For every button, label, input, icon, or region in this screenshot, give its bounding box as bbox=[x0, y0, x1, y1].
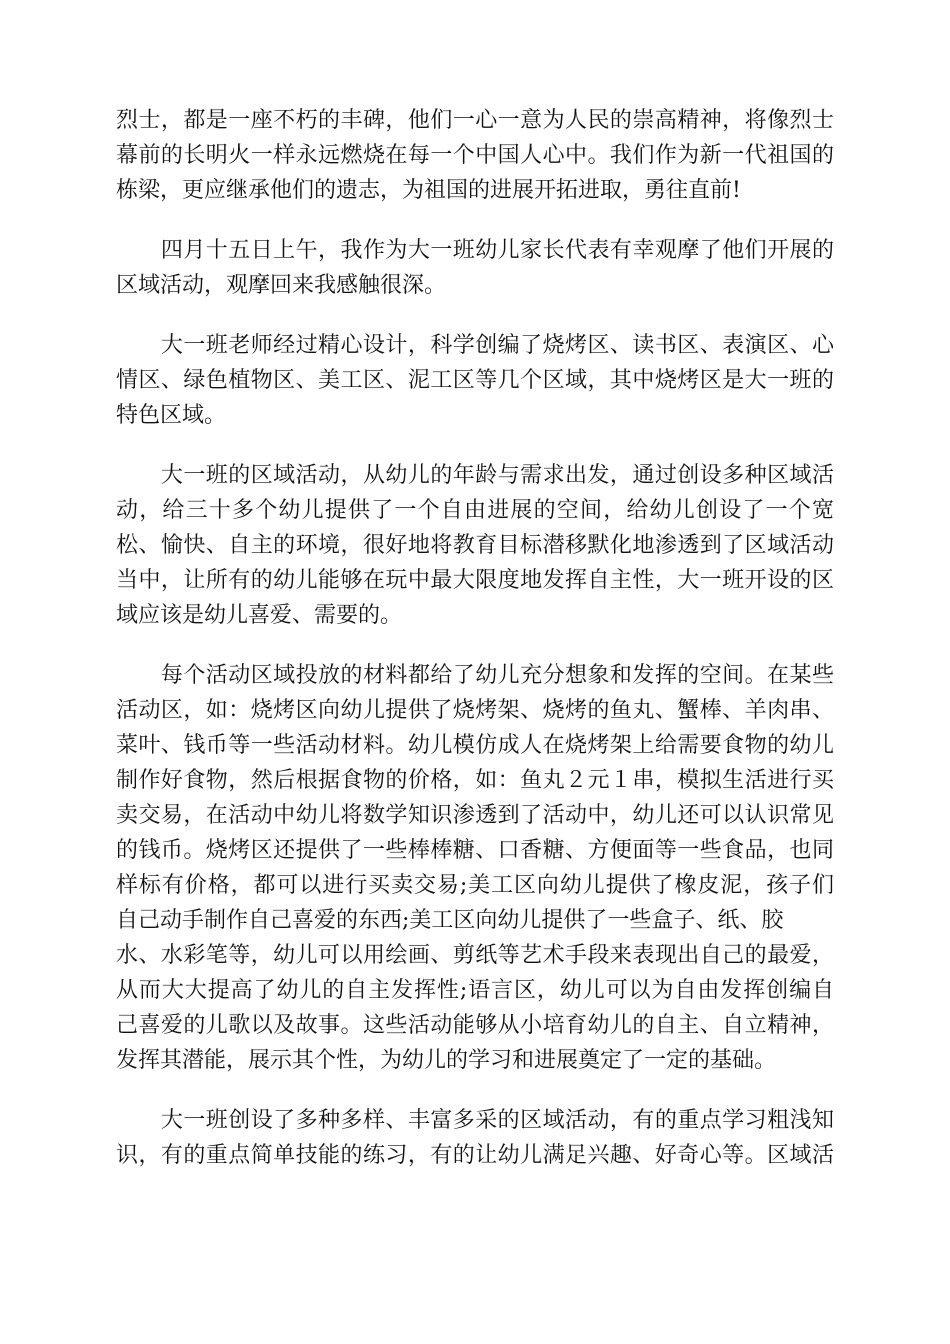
text-line: 大一班老师经过精心设计，科学创编了烧烤区、读书区、表演区、心 bbox=[116, 333, 834, 358]
text-line: 大一班的区域活动，从幼儿的年龄与需求出发，通过创设多种区域活 bbox=[116, 463, 834, 488]
paragraph-areas bbox=[116, 328, 834, 433]
text-line: 样标有价格，都可以进行买卖交易;美工区向幼儿提供了橡皮泥，孩子们 bbox=[116, 873, 834, 898]
text-line: 区域活动，观摩回来我感触很深。 bbox=[116, 273, 447, 298]
text-line: 域应该是幼儿喜爱、需要的。 bbox=[116, 603, 403, 628]
text-line: 卖交易，在活动中幼儿将数学知识渗透到了活动中，幼儿还可以认识常见 bbox=[116, 803, 834, 828]
paragraph-observation bbox=[116, 233, 834, 303]
paragraph-martyrs bbox=[116, 103, 834, 208]
paragraph-materials bbox=[116, 658, 834, 1078]
text-line: 活动区，如：烧烤区向幼儿提供了烧烤架、烧烤的鱼丸、蟹棒、羊肉串、 bbox=[116, 698, 834, 723]
paragraph-activities bbox=[116, 458, 834, 633]
text-line: 松、愉快、自主的环境，很好地将教育目标潜移默化地渗透到了区域活动 bbox=[116, 533, 834, 558]
text-line: 识，有的重点简单技能的练习，有的让幼儿满足兴趣、好奇心等。区域活 bbox=[116, 1143, 834, 1168]
text-line: 每个活动区域投放的材料都给了幼儿充分想象和发挥的空间。在某些 bbox=[116, 663, 834, 688]
text-line: 己喜爱的儿歌以及故事。这些活动能够从小培育幼儿的自主、自立精神， bbox=[116, 1013, 834, 1038]
text-line: 特色区域。 bbox=[116, 403, 227, 428]
document-body bbox=[116, 103, 834, 1198]
text-line: 栋梁，更应继承他们的遗志，为祖国的进展开拓进取，勇往直前! bbox=[116, 178, 741, 203]
text-line: 当中，让所有的幼儿能够在玩中最大限度地发挥自主性，大一班开设的区 bbox=[116, 568, 834, 593]
text-line: 的钱币。烧烤区还提供了一些棒棒糖、口香糖、方便面等一些食品，也同 bbox=[116, 838, 834, 863]
text-line: 动，给三十多个幼儿提供了一个自由进展的空间，给幼儿创设了一个宽 bbox=[116, 498, 834, 523]
text-line: 四月十五日上午，我作为大一班幼儿家长代表有幸观摩了他们开展的 bbox=[116, 238, 834, 263]
text-line: 大一班创设了多种多样、丰富多采的区域活动，有的重点学习粗浅知 bbox=[116, 1108, 834, 1133]
text-line: 水、水彩笔等，幼儿可以用绘画、剪纸等艺术手段来表现出自己的最爱， bbox=[116, 943, 834, 968]
text-line: 自己动手制作自己喜爱的东西;美工区向幼儿提供了一些盒子、纸、胶 bbox=[116, 908, 784, 933]
text-line: 发挥其潜能，展示其个性，为幼儿的学习和进展奠定了一定的基础。 bbox=[116, 1048, 777, 1073]
text-line: 情区、绿色植物区、美工区、泥工区等几个区域，其中烧烤区是大一班的 bbox=[116, 368, 834, 393]
text-line: 从而大大提高了幼儿的自主发挥性;语言区，幼儿可以为自由发挥创编自 bbox=[116, 978, 834, 1003]
paragraph-variety bbox=[116, 1103, 834, 1173]
text-line: 制作好食物，然后根据食物的价格，如：鱼丸２元１串，模拟生活进行买 bbox=[116, 768, 834, 793]
text-line: 菜叶、钱币等一些活动材料。幼儿模仿成人在烧烤架上给需要食物的幼儿 bbox=[116, 733, 834, 758]
text-line: 烈士，都是一座不朽的丰碑，他们一心一意为人民的崇高精神，将像烈士 bbox=[116, 108, 834, 133]
text-line: 幕前的长明火一样永远燃烧在每一个中国人心中。我们作为新一代祖国的 bbox=[116, 143, 834, 168]
